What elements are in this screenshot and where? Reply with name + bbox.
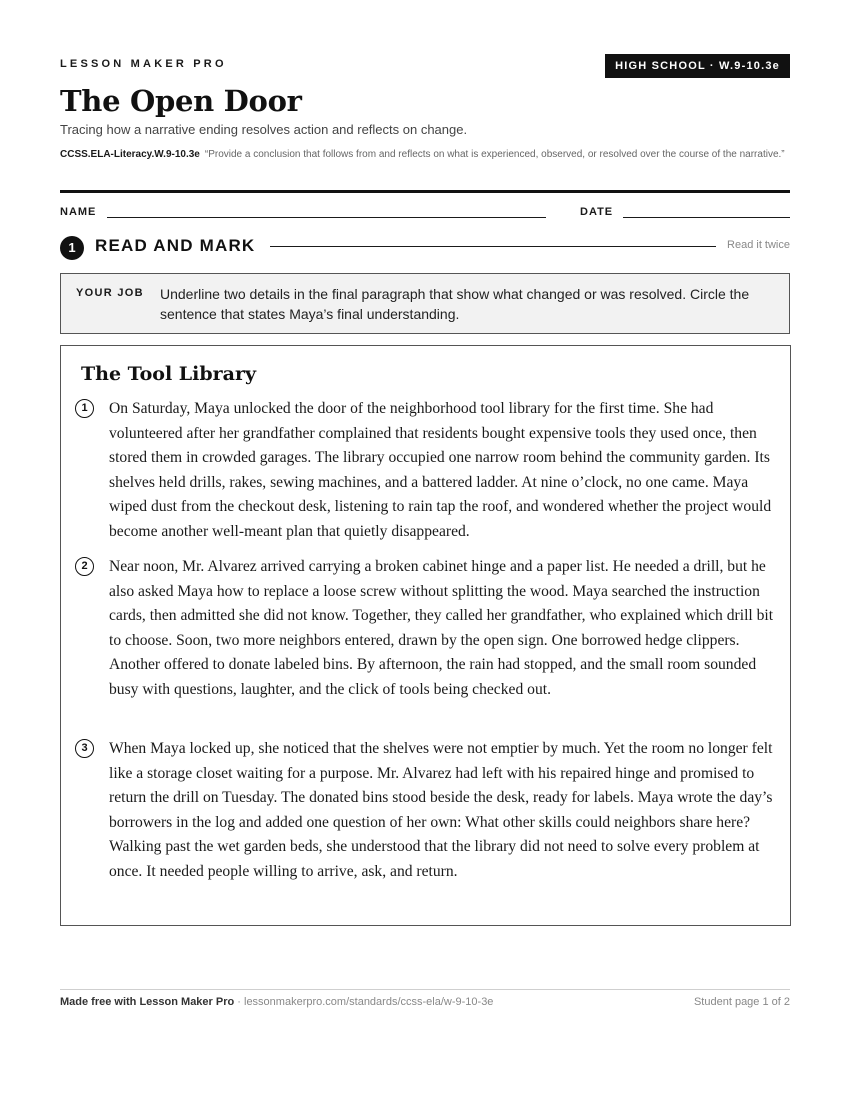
section-note: Read it twice	[727, 239, 790, 251]
name-label: NAME	[60, 206, 97, 218]
paragraph-text: On Saturday, Maya unlocked the door of the neighborhood tool library for the first time. She had volunteered after her grandfather complained that residents bought expensive tools they used once, then stored them in crowded garages. The library occupied one narrow room behind the community garden. Its shelves held drills, rakes, sewing machines, and a battered ladder. At nine o’clock, no one came. Maya wiped dust from the checkout desk, listening to rain tap the roof, and wondered whether the project would become another well-meant plan that quietly disappeared.	[109, 400, 772, 540]
footer-url[interactable]: · lessonmakerpro.com/standards/ccss-ela/w-9-10-3e	[234, 996, 494, 1008]
grade-badge: HIGH SCHOOL · W.9-10.3e	[605, 54, 790, 78]
section-number-badge: 1	[60, 236, 84, 260]
standard-code: CCSS.ELA-Literacy.W.9-10.3e	[60, 149, 200, 160]
name-field[interactable]	[107, 217, 546, 218]
passage-paragraph	[75, 737, 775, 884]
paragraph-number-badge: 2	[75, 557, 94, 576]
reading-passage	[60, 345, 791, 926]
standard-text: “Provide a conclusion that follows from and reflects on what is experienced, observed, or resolved over the course of the narrative.”	[204, 149, 785, 160]
date-label: DATE	[580, 206, 614, 218]
brand-name: LESSON MAKER PRO	[60, 58, 227, 70]
task-instruction-box	[60, 273, 790, 334]
footer-credit	[60, 996, 493, 1008]
paragraph-number-badge: 3	[75, 739, 94, 758]
standard-statement	[60, 147, 790, 162]
page-subtitle: Tracing how a narrative ending resolves action and reflects on change.	[60, 122, 468, 137]
footer-divider	[60, 989, 790, 990]
paragraph-text: When Maya locked up, she noticed that the shelves were not emptier by much. Yet the room no longer felt like a storage closet waiting for a purpose. Mr. Alvarez had left with his repaired hinge and promised to return the drill on Tuesday. The donated bins stood beside the desk, ready for labels. Maya wrote the day’s borrowers in the log and added one question of her own: What other skills could neighbors share here? Walking past the wet garden beds, she understood that the library did not need to solve every problem at once. It needed people willing to arrive, ask, and return.	[109, 740, 773, 880]
passage-title: The Tool Library	[81, 363, 257, 385]
date-field[interactable]	[623, 217, 790, 218]
section-title: READ AND MARK	[95, 236, 256, 255]
section-divider	[270, 246, 716, 247]
footer-made-with: Made free with Lesson Maker Pro	[60, 996, 235, 1008]
task-label: YOUR JOB	[76, 287, 144, 299]
passage-paragraph	[75, 555, 775, 702]
page-indicator: Student page 1 of 2	[693, 996, 790, 1008]
header-divider	[60, 190, 790, 193]
paragraph-number-badge: 1	[75, 399, 94, 418]
page-title: The Open Door	[60, 84, 302, 118]
paragraph-text: Near noon, Mr. Alvarez arrived carrying a broken cabinet hinge and a paper list. He needed a drill, but he also asked Maya how to replace a loose screw without splitting the wood. Maya searched the instruction cards, then admitted she did not know. Together, they called her grandfather, who explained which drill bit to choose. Soon, two more neighbors entered, drawn by the open sign. One borrowed hedge clippers. Another offered to donate labeled bins. By afternoon, the rain had stopped, and the small room sounded busy with questions, laughter, and the click of tools being checked out.	[109, 558, 774, 698]
task-text: Underline two details in the final paragraph that show what changed or was resolved. Circle the sentence that states Maya’s final understanding.	[160, 286, 750, 322]
passage-paragraph	[75, 397, 775, 544]
